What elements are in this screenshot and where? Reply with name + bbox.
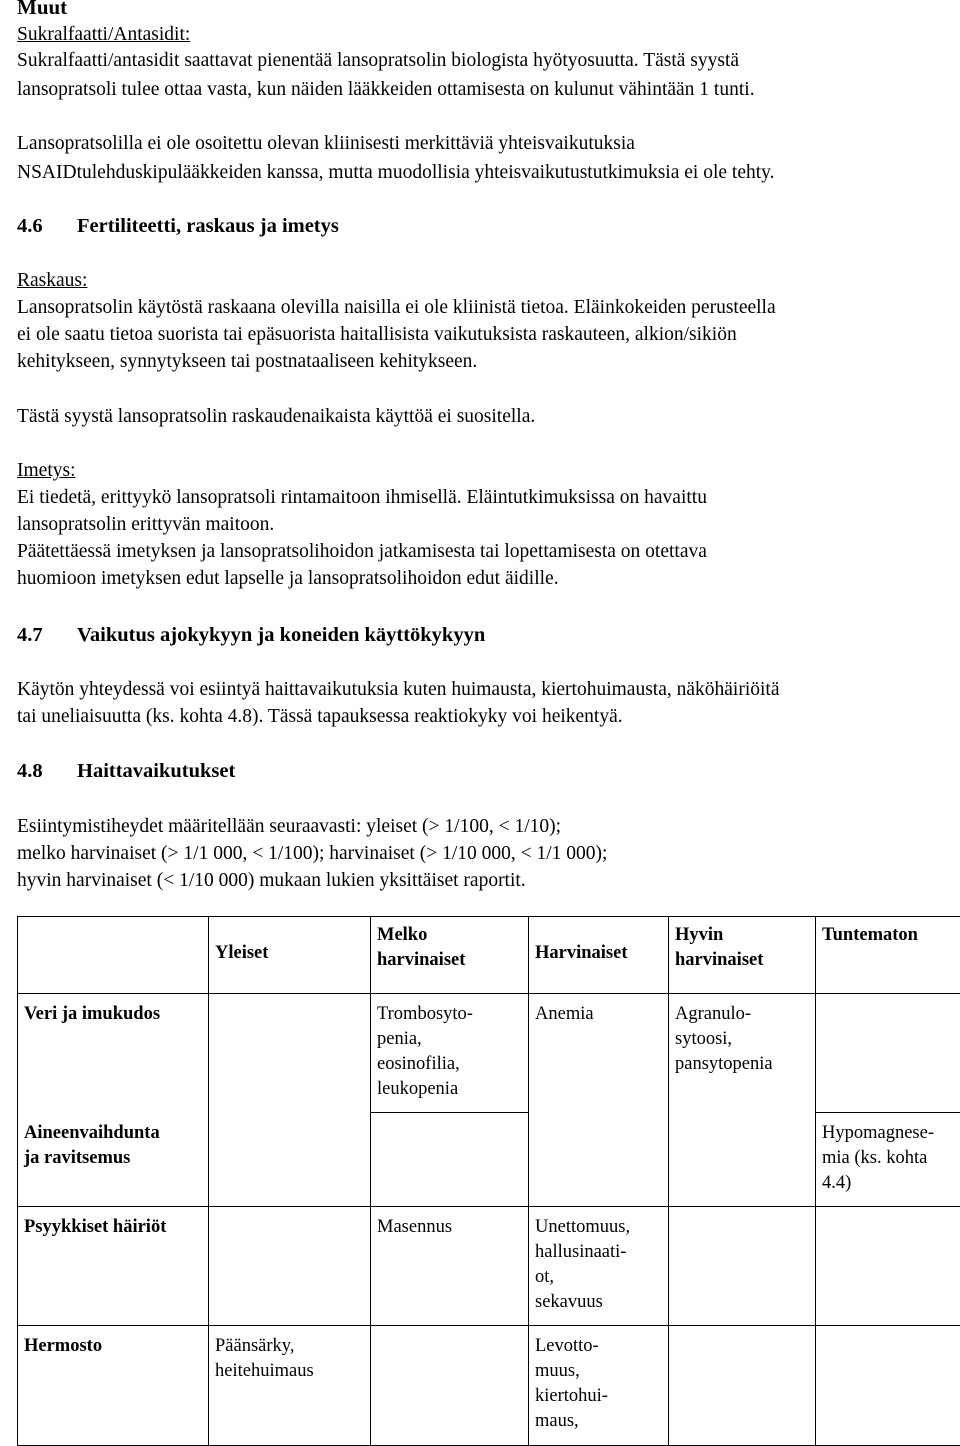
section-4-7-line2: tai uneliaisuutta (ks. kohta 4.8). Tässä tapauksessa reaktiokyky voi heikentyä. bbox=[17, 704, 947, 730]
cell-line: pansytopenia bbox=[675, 1052, 809, 1077]
row-label-psyykkiset: Psyykkiset häiriöt bbox=[18, 1207, 209, 1326]
raskaus-line2: ei ole saatu tietoa suorista tai epäsuorista haitallisista vaikutuksista raskauteen, alkion/sikiön bbox=[17, 322, 947, 348]
section-number: 4.6 bbox=[17, 213, 77, 239]
section-4-8-heading bbox=[17, 758, 947, 784]
section-4-8-line2: melko harvinaiset (> 1/1 000, < 1/100); harvinaiset (> 1/10 000, < 1/1 000); bbox=[17, 841, 947, 867]
cell-psyykkiset-hyvin bbox=[669, 1207, 816, 1326]
cell-veri-melko bbox=[371, 994, 529, 1113]
muut-para1-line2: lansopratsoli tulee ottaa vasta, kun näiden lääkkeiden ottamisesta on kulunut vähintään 1 tunti. bbox=[17, 77, 947, 103]
cell-aineenvaihdunta-tuntematon bbox=[816, 1113, 960, 1207]
table-row bbox=[18, 1113, 960, 1207]
row-label-aineenvaihdunta bbox=[18, 1113, 209, 1207]
cell-psyykkiset-yleiset bbox=[209, 1207, 371, 1326]
cell-line: Unettomuus, bbox=[535, 1215, 662, 1240]
section-4-7-heading bbox=[17, 622, 947, 648]
imetys-line2: lansopratsolin erittyvän maitoon. bbox=[17, 512, 947, 538]
section-number: 4.7 bbox=[17, 622, 77, 648]
muut-heading: Muut bbox=[17, 0, 947, 20]
cell-veri-yleiset bbox=[209, 994, 371, 1113]
section-4-8-line3: hyvin harvinaiset (< 1/10 000) mukaan lukien yksittäiset raportit. bbox=[17, 868, 947, 894]
cell-psyykkiset-melko: Masennus bbox=[371, 1207, 529, 1326]
cell-line: sytoosi, bbox=[675, 1027, 809, 1052]
cell-line: muus, bbox=[535, 1359, 662, 1384]
cell-line: Aineenvaihdunta bbox=[24, 1121, 202, 1146]
header-cell-empty bbox=[18, 917, 209, 994]
header-tuntematon: Tuntematon bbox=[816, 917, 960, 994]
cell-line: ja ravitsemus bbox=[24, 1146, 202, 1171]
section-number: 4.8 bbox=[17, 758, 77, 784]
header-hyvin-harvinaiset bbox=[669, 917, 816, 994]
cell-line: mia (ks. kohta bbox=[822, 1146, 957, 1171]
header-line: Hyvin bbox=[675, 923, 809, 948]
table-header-row bbox=[18, 917, 960, 994]
cell-line: ot, bbox=[535, 1265, 662, 1290]
cell-psyykkiset-harvinaiset bbox=[529, 1207, 669, 1326]
raskaus-line1: Lansopratsolin käytöstä raskaana olevilla naisilla ei ole kliinistä tietoa. Eläinkokeiden perusteella bbox=[17, 295, 947, 321]
header-line: harvinaiset bbox=[377, 948, 522, 973]
imetys-label: Imetys: bbox=[17, 458, 947, 484]
row-label-veri: Veri ja imukudos bbox=[18, 994, 209, 1113]
section-4-8-line1: Esiintymistiheydet määritellään seuraavasti: yleiset (> 1/100, < 1/10); bbox=[17, 814, 947, 840]
imetys-line1: Ei tiedetä, erittyykö lansopratsoli rintamaitoon ihmisellä. Eläintutkimuksissa on havaittu bbox=[17, 485, 947, 511]
table-row bbox=[18, 994, 960, 1113]
cell-line: penia, bbox=[377, 1027, 522, 1052]
header-yleiset: Yleiset bbox=[209, 917, 371, 994]
imetys-line4: huomioon imetyksen edut lapselle ja lansopratsolihoidon edut äidille. bbox=[17, 566, 947, 592]
table-row bbox=[18, 1207, 960, 1326]
header-harvinaiset: Harvinaiset bbox=[529, 917, 669, 994]
cell-line: Päänsärky, bbox=[215, 1334, 364, 1359]
cell-line: sekavuus bbox=[535, 1290, 662, 1315]
cell-line: 4.4) bbox=[822, 1171, 957, 1196]
cell-line: Hypomagnese- bbox=[822, 1121, 957, 1146]
cell-aineenvaihdunta-melko bbox=[371, 1113, 529, 1207]
muut-para2-line1: Lansopratsolilla ei ole osoitettu olevan kliinisesti merkittäviä yhteisvaikutuksia bbox=[17, 131, 947, 157]
cell-psyykkiset-tuntematon bbox=[816, 1207, 960, 1326]
cell-line: Agranulo- bbox=[675, 1002, 809, 1027]
imetys-line3: Päätettäessä imetyksen ja lansopratsolihoidon jatkamisesta tai lopettamisesta on otettava bbox=[17, 539, 947, 565]
cell-line: hallusinaati- bbox=[535, 1240, 662, 1265]
raskaus-line3: kehitykseen, synnytykseen tai postnataaliseen kehitykseen. bbox=[17, 349, 947, 375]
row-label-hermosto: Hermosto bbox=[18, 1326, 209, 1446]
section-title: Vaikutus ajokykyyn ja koneiden käyttökykyyn bbox=[77, 624, 485, 646]
header-line: Melko bbox=[377, 923, 522, 948]
header-line: harvinaiset bbox=[675, 948, 809, 973]
cell-line: Levotto- bbox=[535, 1334, 662, 1359]
muut-para1-line1: Sukralfaatti/antasidit saattavat pienentää lansopratsolin biologista hyötyosuutta. Tästä syystä bbox=[17, 48, 947, 74]
section-4-6-heading bbox=[17, 213, 947, 239]
raskaus-label: Raskaus: bbox=[17, 268, 947, 294]
cell-line: eosinofilia, bbox=[377, 1052, 522, 1077]
cell-line: maus, bbox=[535, 1409, 662, 1434]
cell-veri-harvinaiset: Anemia bbox=[529, 994, 669, 1113]
raskaus-note: Tästä syystä lansopratsolin raskaudenaikaista käyttöä ei suositella. bbox=[17, 404, 947, 430]
muut-para2-line2: NSAIDtulehduskipulääkkeiden kanssa, mutta muodollisia yhteisvaikutustutkimuksia ei ole tehty. bbox=[17, 160, 947, 186]
adverse-effects-table bbox=[17, 916, 960, 1446]
section-title: Haittavaikutukset bbox=[77, 760, 235, 782]
cell-aineenvaihdunta-yleiset bbox=[209, 1113, 371, 1207]
section-title: Fertiliteetti, raskaus ja imetys bbox=[77, 215, 339, 237]
cell-line: kiertohui- bbox=[535, 1384, 662, 1409]
cell-line: leukopenia bbox=[377, 1077, 522, 1102]
cell-veri-hyvin bbox=[669, 994, 816, 1113]
section-4-7-line1: Käytön yhteydessä voi esiintyä haittavaikutuksia kuten huimausta, kiertohuimausta, näköhäiriöitä bbox=[17, 677, 947, 703]
header-melko-harvinaiset bbox=[371, 917, 529, 994]
sukralfaatti-subheading: Sukralfaatti/Antasidit: bbox=[17, 22, 947, 48]
cell-aineenvaihdunta-hyvin bbox=[669, 1113, 816, 1207]
cell-line: heitehuimaus bbox=[215, 1359, 364, 1384]
cell-line: Trombosyto- bbox=[377, 1002, 522, 1027]
cell-veri-tuntematon bbox=[816, 994, 960, 1113]
cell-aineenvaihdunta-harvinaiset bbox=[529, 1113, 669, 1207]
